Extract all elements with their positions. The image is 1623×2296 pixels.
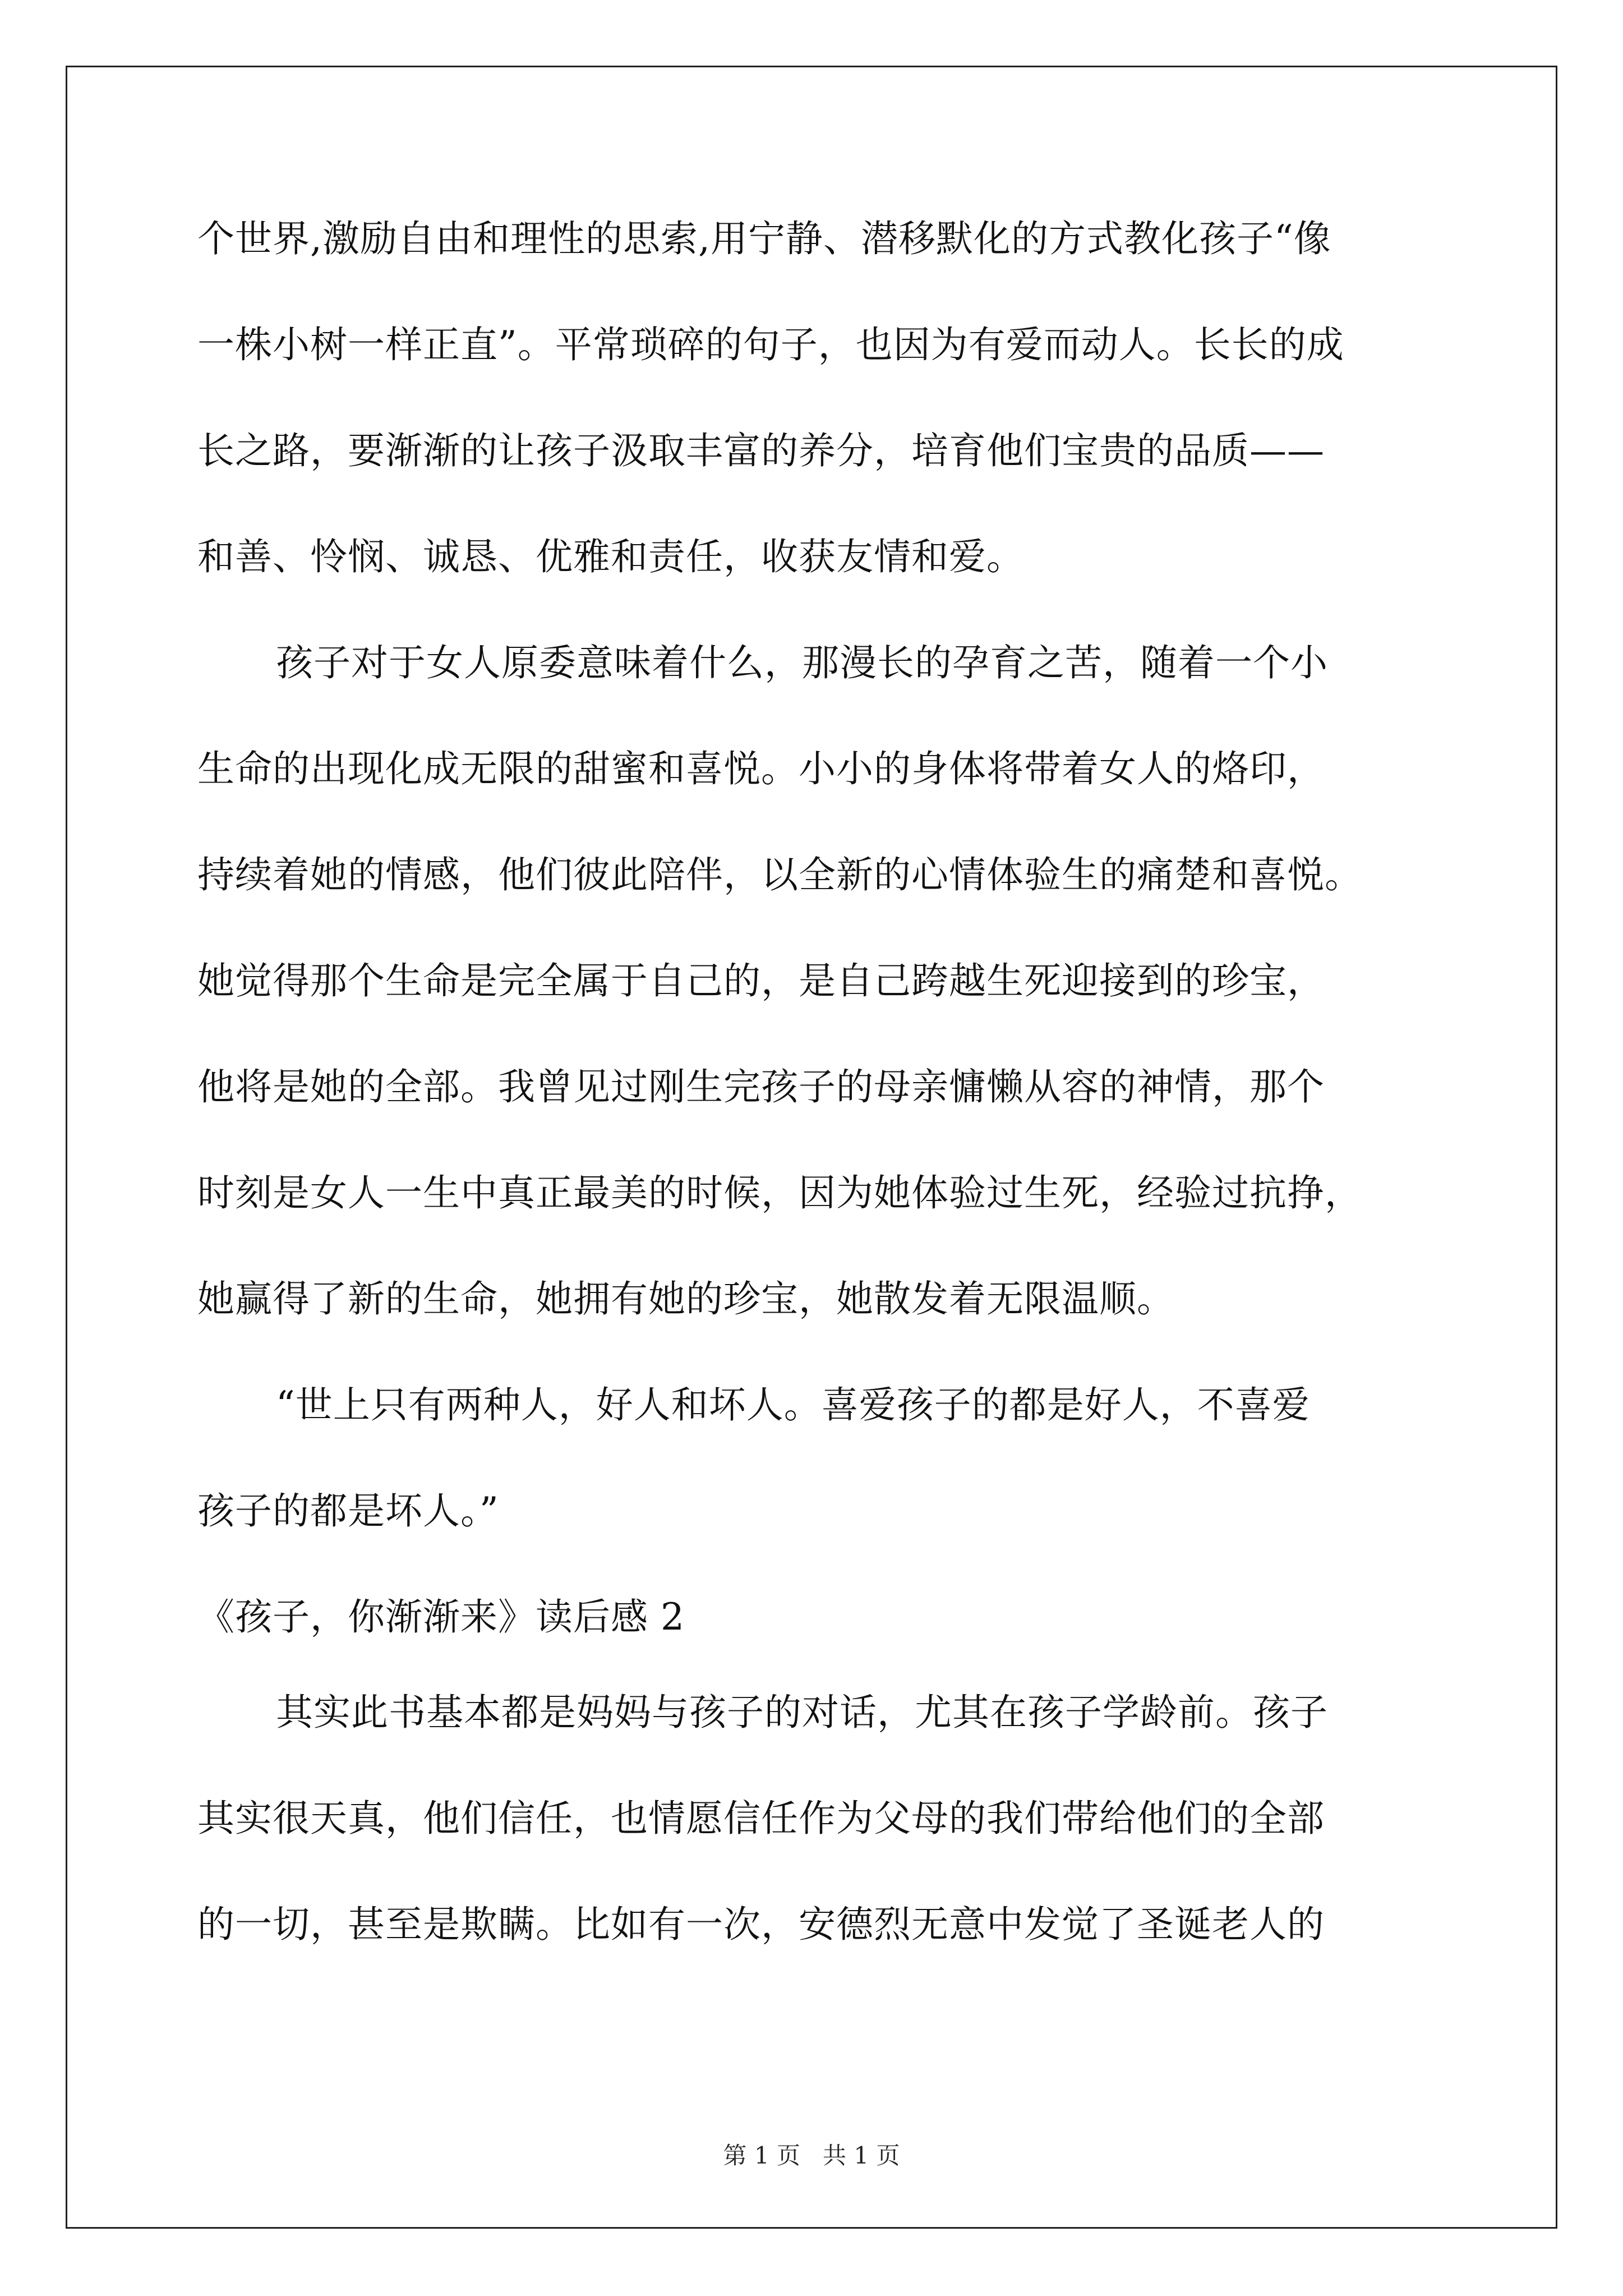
text-line: 持续着她的情感，他们彼此陪伴，以全新的心情体验生的痛楚和喜悦。 — [197, 853, 1362, 896]
text-line: 孩子的都是坏人。” — [197, 1489, 499, 1533]
text-line: 其实此书基本都是妈妈与孩子的对话，尤其在孩子学龄前。孩子 — [276, 1691, 1328, 1734]
section-heading: 《孩子，你渐渐来》读后感 2 — [197, 1595, 685, 1639]
text-line: 孩子对于女人原委意味着什么，那漫长的孕育之苦，随着一个小 — [276, 641, 1328, 684]
text-line: 她觉得那个生命是完全属于自己的，是自己跨越生死迎接到的珍宝， — [197, 959, 1325, 1002]
text-line: 和善、怜悯、诚恳、优雅和责任，收获友情和爱。 — [197, 535, 1024, 578]
text-line: 其实很天真，他们信任，也情愿信任作为父母的我们带给他们的全部 — [197, 1797, 1325, 1840]
text-line: 的一切，甚至是欺瞒。比如有一次，安德烈无意中发觉了圣诞老人的 — [197, 1903, 1325, 1946]
text-line: 长之路，要渐渐的让孩子汲取丰富的养分，培育他们宝贵的品质—— — [197, 429, 1325, 472]
text-line: 一株小树一样正直”。平常琐碎的句子，也因为有爱而动人。长长的成 — [197, 323, 1344, 366]
page-number-footer: 第 1 页 共 1 页 — [723, 2142, 900, 2169]
document-body — [197, 213, 1442, 2005]
text-line: 时刻是女人一生中真正最美的时候，因为她体验过生死，经验过抗挣， — [197, 1171, 1362, 1214]
text-line: “世上只有两种人，好人和坏人。喜爱孩子的都是好人，不喜爱 — [276, 1383, 1310, 1427]
text-line: 个世界,激励自由和理性的思索,用宁静、潜移默化的方式教化孩子“像 — [197, 217, 1331, 260]
text-line: 他将是她的全部。我曾见过刚生完孩子的母亲慵懒从容的神情，那个 — [197, 1065, 1325, 1108]
text-line: 她赢得了新的生命，她拥有她的珍宝，她散发着无限温顺。 — [197, 1277, 1174, 1320]
text-line: 生命的出现化成无限的甜蜜和喜悦。小小的身体将带着女人的烙印， — [197, 747, 1325, 790]
